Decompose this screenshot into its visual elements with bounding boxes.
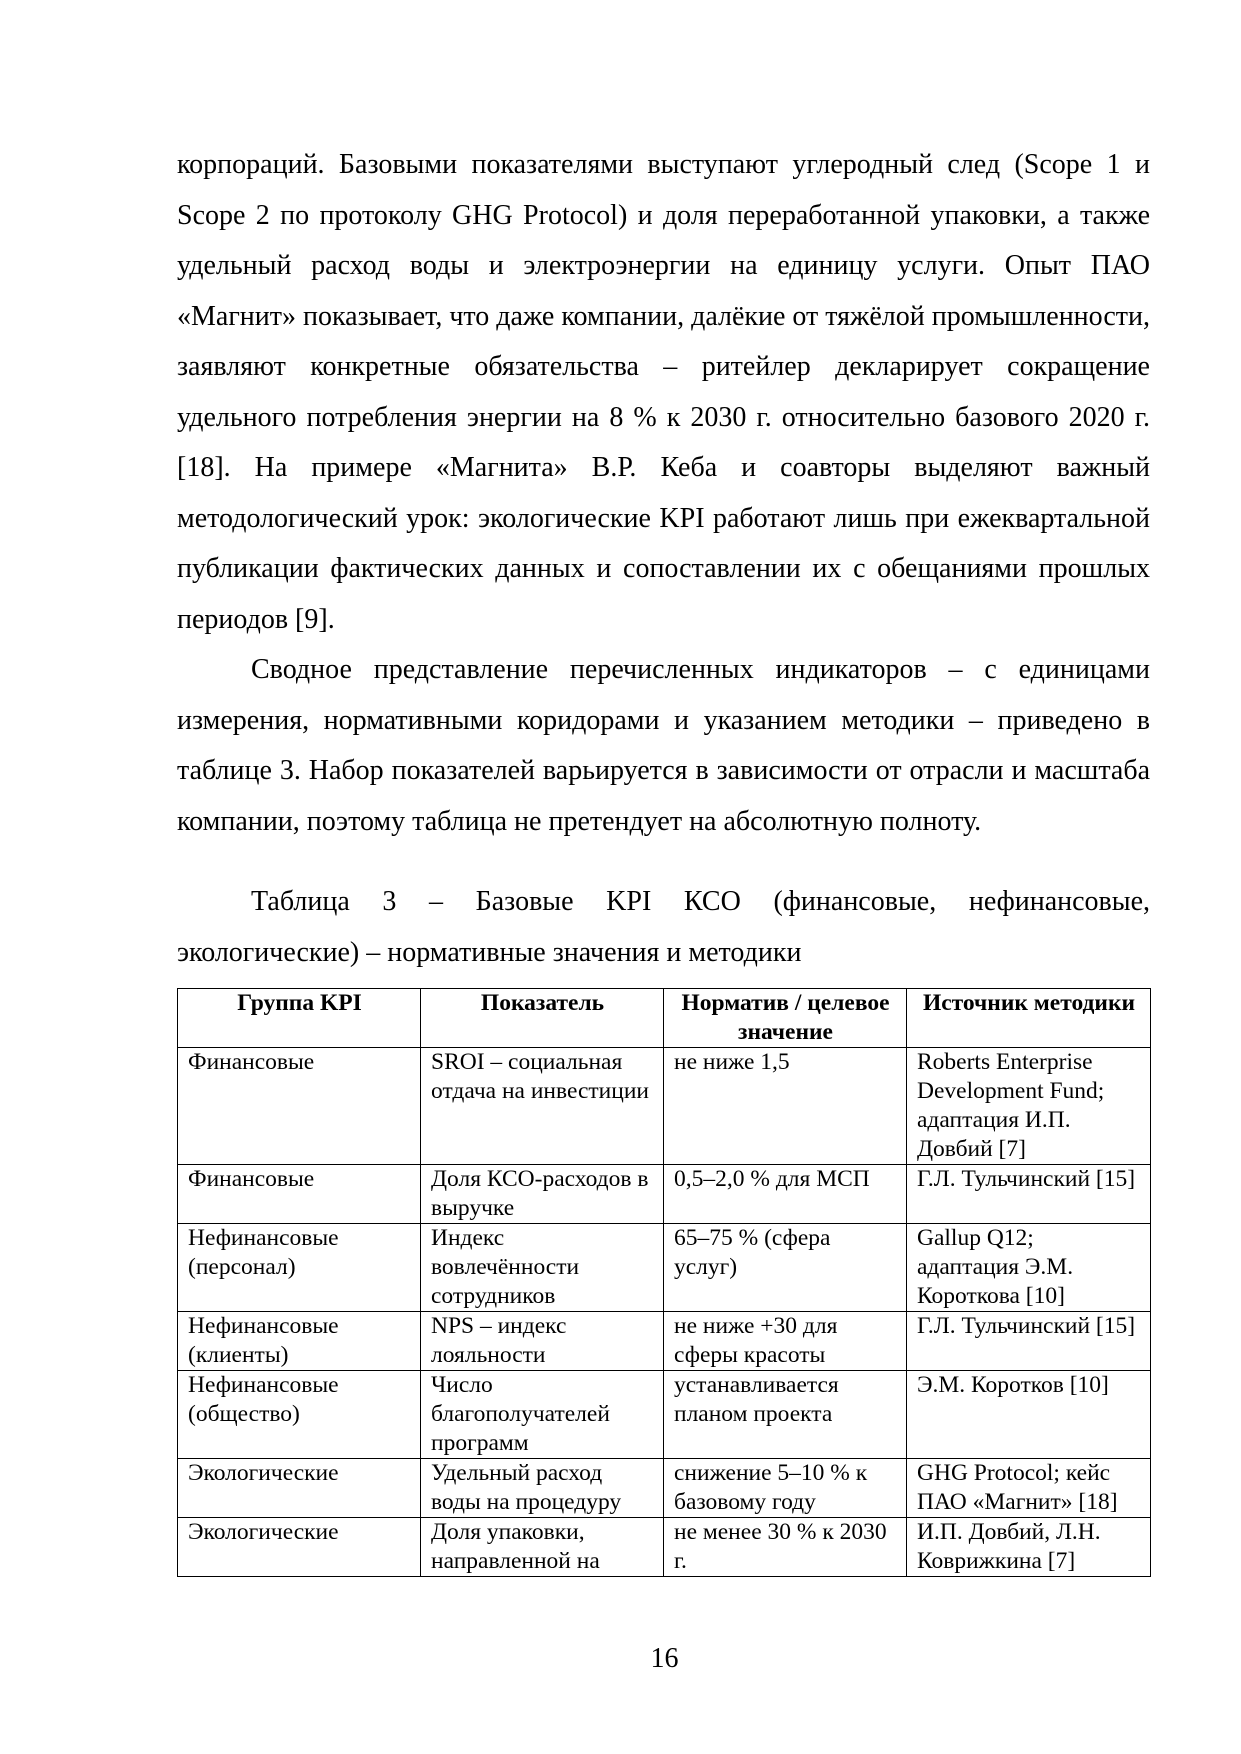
- table-cell: устанавливается планом проекта: [664, 1371, 907, 1459]
- table-cell: Э.М. Коротков [10]: [907, 1371, 1151, 1459]
- table-caption: Таблица 3 – Базовые KPI КСО (финансовые, нефинансовые, экологические) – нормативные значения и методики: [177, 886, 1150, 968]
- table-cell: Roberts Enterprise Development Fund; адаптация И.П. Довбий [7]: [907, 1048, 1151, 1165]
- table-cell: Удельный расход воды на процедуру: [421, 1459, 664, 1518]
- table-row: [178, 1048, 1151, 1165]
- header-kpi-group: Группа KPI: [178, 989, 421, 1048]
- table-row: [178, 1518, 1151, 1577]
- table-cell: Экологические: [178, 1459, 421, 1518]
- table-cell: Г.Л. Тульчинский [15]: [907, 1165, 1151, 1224]
- header-method-source: Источник методики: [907, 989, 1151, 1048]
- table-cell: не менее 30 % к 2030 г.: [664, 1518, 907, 1577]
- table-cell: NPS – индекс лояльности: [421, 1312, 664, 1371]
- page-content: [177, 140, 1150, 1577]
- table-cell: Финансовые: [178, 1048, 421, 1165]
- table-cell: GHG Protocol; кейс ПАО «Магнит» [18]: [907, 1459, 1151, 1518]
- body-paragraph-2: Сводное представление перечисленных индикаторов – с единицами измерения, нормативными коридорами и указанием методики – приведено в таблице 3. Набор показателей варьируется в зависимости от отрасли и масштаба компании, поэтому таблица не претендует на абсолютную полноту.: [177, 654, 1150, 837]
- table-row: [178, 1312, 1151, 1371]
- table-cell: Нефинансовые (персонал): [178, 1224, 421, 1312]
- header-indicator: Показатель: [421, 989, 664, 1048]
- table-row: [178, 1371, 1151, 1459]
- body-paragraph-1: корпораций. Базовыми показателями выступают углеродный след (Scope 1 и Scope 2 по протоколу GHG Protocol) и доля переработанной упаковки, а также удельный расход воды и электроэнергии на единицу услуги. Опыт ПАО «Магнит» показывает, что даже компании, далёкие от тяжёлой промышленности, заявляют конкретные обязательства – ритейлер декларирует сокращение удельного потребления энергии на 8 % к 2030 г. относительно базового 2020 г. [18]. На примере «Магнита» В.Р. Кеба и соавторы выделяют важный методологический урок: экологические KPI работают лишь при ежеквартальной публикации фактических данных и сопоставлении их с обещаниями прошлых периодов [9].: [177, 149, 1151, 635]
- table-cell: Г.Л. Тульчинский [15]: [907, 1312, 1151, 1371]
- table-cell: 65–75 % (сфера услуг): [664, 1224, 907, 1312]
- table-cell: SROI – социальная отдача на инвестиции: [421, 1048, 664, 1165]
- table-cell: снижение 5–10 % к базовому году: [664, 1459, 907, 1518]
- table-cell: Доля упаковки, направленной на: [421, 1518, 664, 1577]
- table-cell: не ниже +30 для сферы красоты: [664, 1312, 907, 1371]
- table-cell: Экологические: [178, 1518, 421, 1577]
- header-target-value: Норматив / целевое значение: [664, 989, 907, 1048]
- table-cell: Нефинансовые (общество): [178, 1371, 421, 1459]
- kpi-table: [177, 988, 1151, 1577]
- table-cell: не ниже 1,5: [664, 1048, 907, 1165]
- table-cell: Финансовые: [178, 1165, 421, 1224]
- table-row: [178, 1459, 1151, 1518]
- table-header-row: [178, 989, 1151, 1048]
- table-cell: 0,5–2,0 % для МСП: [664, 1165, 907, 1224]
- table-cell: Gallup Q12; адаптация Э.М. Короткова [10]: [907, 1224, 1151, 1312]
- table-cell: Число благополучателей программ: [421, 1371, 664, 1459]
- table-row: [178, 1165, 1151, 1224]
- table-cell: Доля КСО-расходов в выручке: [421, 1165, 664, 1224]
- table-cell: Нефинансовые (клиенты): [178, 1312, 421, 1371]
- table-cell: Индекс вовлечённости сотрудников: [421, 1224, 664, 1312]
- table-cell: И.П. Довбий, Л.Н. Коврижкина [7]: [907, 1518, 1151, 1577]
- table-row: [178, 1224, 1151, 1312]
- page-number: 16: [650, 1643, 679, 1674]
